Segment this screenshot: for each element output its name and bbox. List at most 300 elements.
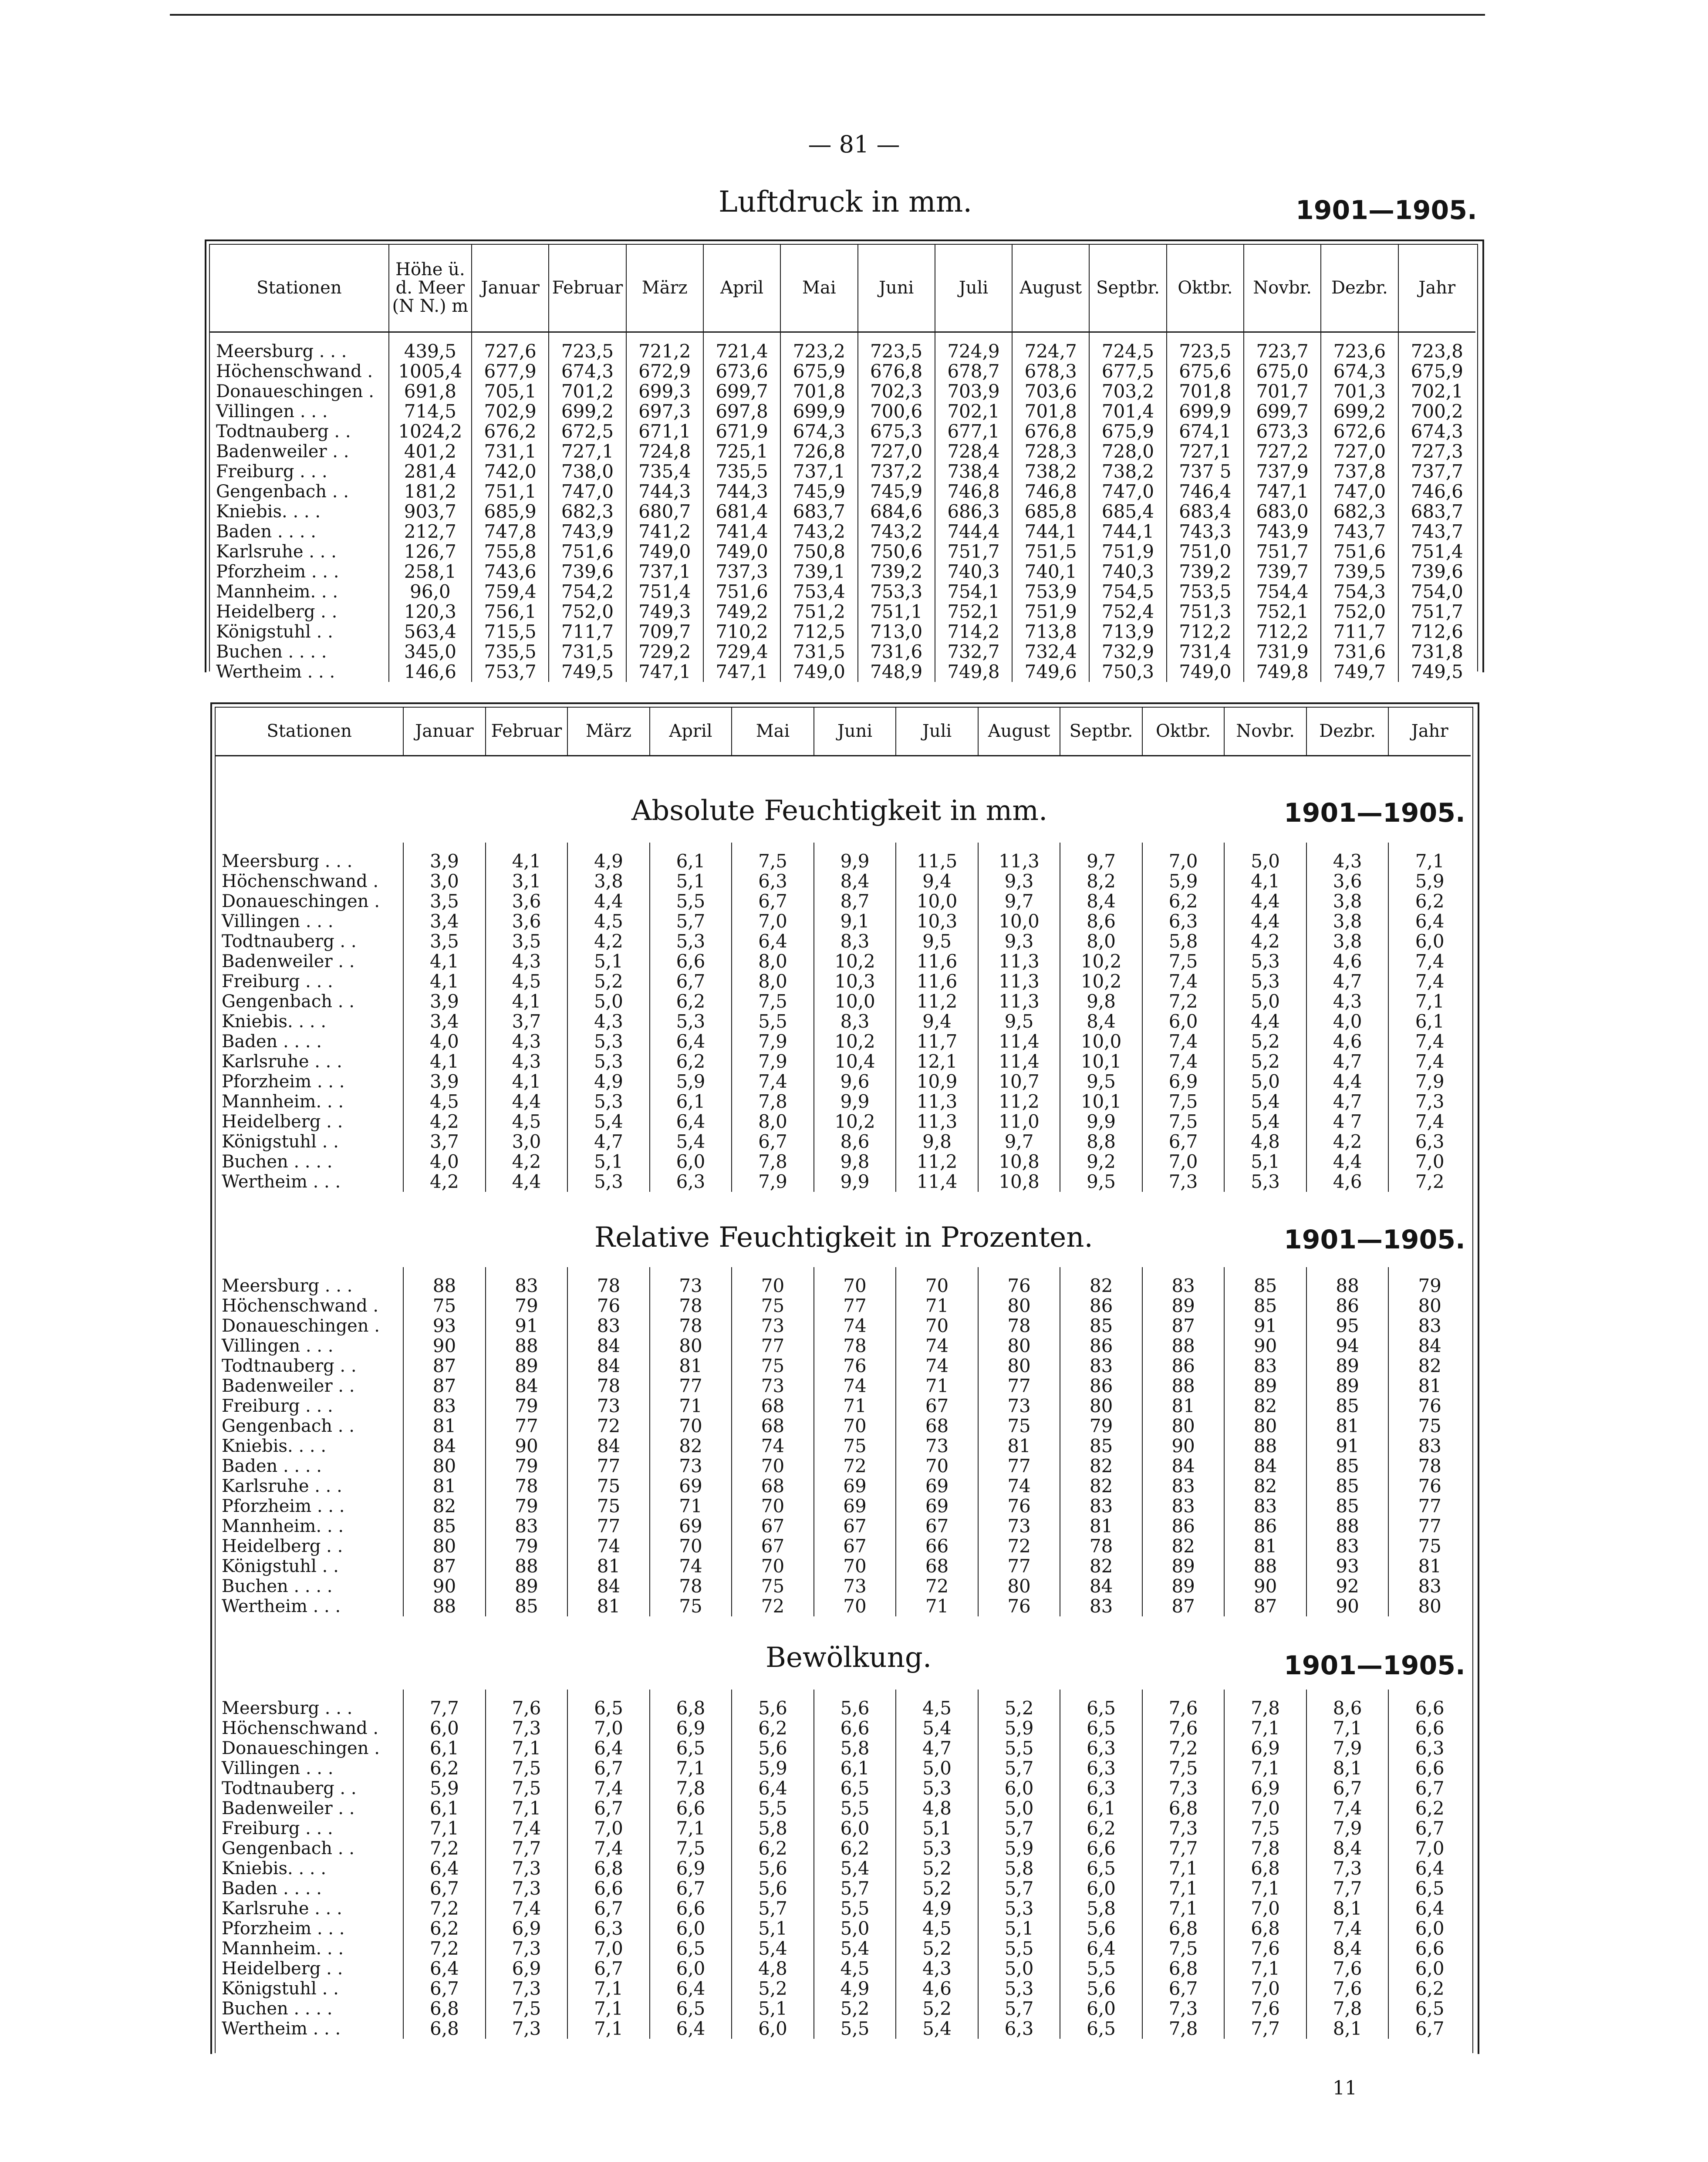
relative-humidity-value: 83	[1306, 1536, 1389, 1556]
absolute-humidity-value: 4,5	[567, 911, 650, 931]
absolute-humidity-value: 3,8	[1306, 931, 1389, 951]
absolute-humidity-value: 9,1	[814, 911, 896, 931]
relative-humidity-value: 89	[1306, 1356, 1389, 1376]
station-name: Pforzheim . . .	[216, 561, 339, 582]
pressure-value: 743,3	[1167, 522, 1244, 542]
relative-humidity-value: 82	[1060, 1267, 1142, 1296]
absolute-humidity-value: 3,1	[486, 871, 568, 891]
pressure-value: 724,5	[1089, 332, 1166, 361]
pressure-value: 675,9	[1089, 422, 1166, 442]
absolute-humidity-value: 9,9	[814, 843, 896, 871]
table-row	[216, 871, 1471, 891]
relative-humidity-value: 85	[1306, 1396, 1389, 1416]
pressure-value: 697,3	[626, 401, 703, 422]
table-row	[216, 1012, 1471, 1032]
cloud-cover-value: 6,0	[1388, 1919, 1471, 1939]
table-row	[216, 1132, 1471, 1152]
hoehe-value: 126,7	[389, 542, 472, 562]
relative-humidity-value: 77	[1388, 1516, 1471, 1536]
pressure-value: 713,8	[1012, 622, 1089, 642]
absolute-humidity-value: 7,0	[1142, 843, 1225, 871]
cloud-cover-value: 6,3	[978, 2019, 1060, 2039]
station-name: Gengenbach . .	[216, 481, 349, 502]
cloud-cover-value: 5,5	[732, 1798, 814, 1818]
relative-humidity-value: 78	[486, 1476, 568, 1496]
relative-humidity-value: 88	[403, 1596, 486, 1616]
relative-humidity-value: 90	[486, 1436, 568, 1456]
relative-humidity-value: 68	[732, 1476, 814, 1496]
relative-humidity-value: 81	[1306, 1416, 1389, 1436]
relative-humidity-value: 78	[1060, 1536, 1142, 1556]
cloud-cover-value: 6,2	[1388, 1979, 1471, 1999]
station-name: Höchenschwand .	[222, 871, 379, 891]
cloud-cover-value: 6,8	[1224, 1919, 1306, 1939]
cloud-cover-value: 7,3	[1142, 1999, 1225, 2019]
absolute-humidity-value: 4,4	[1306, 1152, 1389, 1172]
station-name: Karlsruhe . . .	[222, 1052, 342, 1072]
cloud-cover-value: 8,4	[1306, 1838, 1389, 1858]
cloud-cover-value: 7,1	[650, 1758, 732, 1778]
pressure-value: 721,2	[626, 332, 703, 361]
cloud-cover-value: 4,9	[896, 1899, 978, 1919]
absolute-humidity-value: 4,1	[1224, 871, 1306, 891]
absolute-humidity-value: 10,2	[1060, 971, 1142, 992]
relative-humidity-value: 85	[1224, 1267, 1306, 1296]
relative-humidity-value: 69	[650, 1516, 732, 1536]
pressure-value: 699,2	[549, 401, 626, 422]
absolute-humidity-value: 11,6	[896, 951, 978, 971]
absolute-humidity-value: 4,3	[1306, 992, 1389, 1012]
relative-humidity-value: 81	[403, 1416, 486, 1436]
pressure-value: 673,3	[1244, 422, 1321, 442]
table-row	[216, 1556, 1471, 1576]
pressure-value: 686,3	[935, 502, 1012, 522]
pressure-value: 751,6	[703, 582, 780, 602]
pressure-value: 751,9	[1012, 602, 1089, 622]
pressure-value: 701,7	[1244, 381, 1321, 401]
pressure-value: 752,1	[1244, 602, 1321, 622]
absolute-humidity-value: 11,3	[896, 1112, 978, 1132]
pressure-value: 739,2	[1167, 562, 1244, 582]
absolute-humidity-value: 6,3	[1142, 911, 1225, 931]
absolute-humidity-value: 3,6	[1306, 871, 1389, 891]
absolute-humidity-value: 7,8	[732, 1152, 814, 1172]
station-name: Badenweiler . .	[222, 1798, 355, 1818]
cloud-cover-value: 6,4	[1388, 1899, 1471, 1919]
pressure-value: 702,3	[858, 381, 935, 401]
absolute-humidity-value: 7,0	[1388, 1152, 1471, 1172]
pressure-value: 728,0	[1089, 442, 1166, 462]
station-name: Königstuhl . .	[222, 1556, 339, 1576]
relative-humidity-value: 80	[1388, 1596, 1471, 1616]
cloud-cover-value: 5,7	[814, 1879, 896, 1899]
relative-humidity-value: 74	[814, 1316, 896, 1336]
cloud-cover-value: 8,4	[1306, 1939, 1389, 1959]
absolute-humidity-value: 9,9	[1060, 1112, 1142, 1132]
cloud-cover-value: 6,7	[1388, 1778, 1471, 1798]
relative-humidity-value: 73	[896, 1436, 978, 1456]
cloud-cover-value: 5,2	[896, 1858, 978, 1879]
cloud-cover-value: 5,8	[732, 1818, 814, 1838]
cloud-cover-value: 7,7	[1306, 1879, 1389, 1899]
cloud-cover-value: 6,5	[567, 1690, 650, 1718]
cloud-cover-value: 6,6	[1388, 1939, 1471, 1959]
absolute-humidity-value: 10,3	[814, 971, 896, 992]
absolute-humidity-value: 6,4	[650, 1032, 732, 1052]
col-header-month: Oktbr.	[1142, 708, 1225, 756]
relative-humidity-value: 77	[567, 1456, 650, 1476]
relative-humidity-value: 82	[1388, 1356, 1471, 1376]
absolute-humidity-value: 11,3	[978, 992, 1060, 1012]
station-name: Meersburg . . .	[222, 1276, 353, 1296]
cloud-cover-value: 6,0	[1388, 1959, 1471, 1979]
pressure-value: 739,2	[858, 562, 935, 582]
relative-humidity-value: 87	[1142, 1596, 1225, 1616]
cloud-cover-value: 7,8	[1224, 1690, 1306, 1718]
cloud-cover-value: 6,7	[567, 1899, 650, 1919]
cloud-cover-value: 5,9	[978, 1718, 1060, 1738]
cloud-cover-value: 7,5	[650, 1838, 732, 1858]
absolute-humidity-value: 8,0	[1060, 931, 1142, 951]
absolute-humidity-value: 6,7	[732, 891, 814, 911]
cloud-cover-value: 5,6	[732, 1738, 814, 1758]
relative-humidity-value: 69	[896, 1476, 978, 1496]
cloud-cover-value: 5,3	[978, 1979, 1060, 1999]
relative-humidity-value: 72	[567, 1416, 650, 1436]
absolute-humidity-value: 10,1	[1060, 1052, 1142, 1072]
absolute-humidity-value: 6,2	[650, 992, 732, 1012]
cloud-cover-value: 6,9	[650, 1858, 732, 1879]
pressure-value: 701,2	[549, 381, 626, 401]
station-name: Karlsruhe . . .	[222, 1476, 342, 1496]
cloud-cover-value: 7,7	[1224, 2019, 1306, 2039]
pressure-value: 749,5	[1398, 662, 1475, 682]
cloud-cover-value: 7,6	[1142, 1690, 1225, 1718]
pressure-value: 751,1	[858, 602, 935, 622]
table-row	[216, 1738, 1471, 1758]
absolute-humidity-value: 4,3	[486, 951, 568, 971]
cloud-cover-value: 5,8	[1060, 1899, 1142, 1919]
relative-humidity-value: 70	[814, 1596, 896, 1616]
absolute-humidity-value: 8,3	[814, 1012, 896, 1032]
absolute-humidity-value: 8,0	[732, 951, 814, 971]
absolute-humidity-value: 8,2	[1060, 871, 1142, 891]
cloud-cover-value: 7,1	[1224, 1959, 1306, 1979]
pressure-value: 754,0	[1398, 582, 1475, 602]
cloud-cover-value: 6,0	[732, 2019, 814, 2039]
absolute-humidity-value: 3,4	[403, 911, 486, 931]
relative-humidity-value: 90	[1142, 1436, 1225, 1456]
absolute-humidity-value: 3,8	[1306, 891, 1389, 911]
relative-humidity-value: 68	[896, 1556, 978, 1576]
hoehe-value: 1024,2	[389, 422, 472, 442]
pressure-value: 754,5	[1089, 582, 1166, 602]
absolute-humidity-value: 10,1	[1060, 1092, 1142, 1112]
pressure-value: 677,1	[935, 422, 1012, 442]
pressure-value: 685,9	[472, 502, 549, 522]
cloud-cover-value: 6,3	[567, 1919, 650, 1939]
absolute-humidity-value: 4,3	[486, 1052, 568, 1072]
absolute-humidity-value: 6,0	[1142, 1012, 1225, 1032]
absolute-humidity-value: 5,4	[1224, 1112, 1306, 1132]
cloud-cover-value: 5,6	[732, 1879, 814, 1899]
pressure-value: 731,8	[1398, 642, 1475, 662]
relative-humidity-value: 74	[896, 1356, 978, 1376]
relative-humidity-value: 83	[1388, 1576, 1471, 1596]
relative-humidity-value: 73	[978, 1396, 1060, 1416]
absolute-humidity-value: 8,4	[1060, 891, 1142, 911]
relative-humidity-value: 84	[567, 1336, 650, 1356]
absolute-humidity-value: 3,6	[486, 891, 568, 911]
cloud-cover-value: 6,6	[814, 1718, 896, 1738]
pressure-value: 754,2	[549, 582, 626, 602]
cloud-cover-value: 7,1	[1224, 1718, 1306, 1738]
absolute-humidity-value: 9,7	[1060, 843, 1142, 871]
relative-humidity-value: 88	[1142, 1336, 1225, 1356]
col-header-month: Februar	[549, 245, 626, 332]
relative-humidity-value: 70	[732, 1267, 814, 1296]
pressure-value: 724,8	[626, 442, 703, 462]
cloud-cover-value: 7,0	[1224, 1899, 1306, 1919]
relative-humidity-value: 78	[814, 1336, 896, 1356]
relative-humidity-value: 86	[1060, 1376, 1142, 1396]
pressure-value: 746,4	[1167, 482, 1244, 502]
pressure-value: 739,1	[780, 562, 857, 582]
absolute-humidity-value: 10,7	[978, 1072, 1060, 1092]
table-row	[216, 1798, 1471, 1818]
pressure-value: 744,4	[935, 522, 1012, 542]
absolute-humidity-value: 4,3	[1306, 843, 1389, 871]
relative-humidity-value: 85	[1224, 1296, 1306, 1316]
relative-humidity-value: 79	[486, 1536, 568, 1556]
pressure-value: 702,1	[935, 401, 1012, 422]
relative-humidity-value: 68	[732, 1396, 814, 1416]
cloud-cover-value: 7,7	[403, 1690, 486, 1718]
cloud-cover-value: 6,6	[567, 1879, 650, 1899]
relative-humidity-value: 86	[1060, 1336, 1142, 1356]
relative-humidity-value: 70	[732, 1556, 814, 1576]
cloud-cover-value: 6,7	[650, 1879, 732, 1899]
pressure-value: 674,3	[780, 422, 857, 442]
relative-humidity-value: 85	[1060, 1316, 1142, 1336]
relative-humidity-value: 67	[732, 1536, 814, 1556]
pressure-value: 754,4	[1244, 582, 1321, 602]
absolute-humidity-value: 5,2	[567, 971, 650, 992]
cloud-cover-value: 5,5	[978, 1738, 1060, 1758]
absolute-humidity-value: 5,0	[1224, 843, 1306, 871]
relative-humidity-value: 72	[896, 1576, 978, 1596]
pressure-value: 743,9	[549, 522, 626, 542]
table-row	[216, 1919, 1471, 1939]
pressure-value: 701,4	[1089, 401, 1166, 422]
pressure-value: 746,8	[935, 482, 1012, 502]
table-row	[210, 502, 1475, 522]
cloud-cover-value: 6,1	[814, 1758, 896, 1778]
pressure-value: 749,0	[1167, 662, 1244, 682]
absolute-humidity-value: 4,2	[567, 931, 650, 951]
absolute-humidity-value: 5,0	[567, 992, 650, 1012]
absolute-humidity-value: 4 7	[1306, 1112, 1389, 1132]
cloud-cover-value: 6,6	[650, 1899, 732, 1919]
absolute-humidity-value: 3,9	[403, 992, 486, 1012]
cloud-cover-value: 7,1	[1224, 1879, 1306, 1899]
cloud-cover-value: 6,7	[403, 1879, 486, 1899]
pressure-value: 752,0	[1321, 602, 1398, 622]
absolute-humidity-value: 7,4	[1388, 971, 1471, 992]
cloud-cover-value: 7,1	[650, 1818, 732, 1838]
pressure-value: 744,1	[1089, 522, 1166, 542]
cloud-cover-value: 6,5	[1060, 1718, 1142, 1738]
pressure-value: 702,1	[1398, 381, 1475, 401]
col-header-month: Oktbr.	[1167, 245, 1244, 332]
station-name: Donaueschingen .	[222, 1738, 380, 1758]
absolute-humidity-value: 6,4	[732, 931, 814, 951]
pressure-value: 742,0	[472, 462, 549, 482]
cloud-cover-value: 6,5	[1060, 2019, 1142, 2039]
pressure-value: 743,2	[780, 522, 857, 542]
page-number: — 81 —	[808, 131, 900, 158]
relative-humidity-value: 70	[732, 1456, 814, 1476]
relative-humidity-value: 83	[567, 1316, 650, 1336]
absolute-humidity-value: 5,1	[650, 871, 732, 891]
relative-humidity-value: 75	[567, 1496, 650, 1516]
absolute-humidity-value: 10,0	[896, 891, 978, 911]
absolute-humidity-value: 7,0	[1142, 1152, 1225, 1172]
cloud-cover-value: 5,5	[978, 1939, 1060, 1959]
absolute-humidity-value: 6,4	[650, 1112, 732, 1132]
pressure-value: 723,5	[858, 332, 935, 361]
table-row	[216, 1778, 1471, 1798]
relative-humidity-value: 83	[486, 1516, 568, 1536]
absolute-humidity-value: 5,0	[1224, 992, 1306, 1012]
cloud-cover-value: 7,3	[486, 1979, 568, 1999]
absolute-humidity-value: 7,9	[732, 1052, 814, 1072]
pressure-value: 749,7	[1321, 662, 1398, 682]
pressure-value: 731,6	[1321, 642, 1398, 662]
table-row	[210, 622, 1475, 642]
pressure-value: 723,8	[1398, 332, 1475, 361]
hoehe-value: 1005,4	[389, 361, 472, 381]
absolute-humidity-value: 6,3	[732, 871, 814, 891]
cloud-cover-value: 7,8	[1306, 1999, 1389, 2019]
relative-humidity-value: 80	[403, 1456, 486, 1476]
absolute-humidity-value: 5,9	[1142, 871, 1225, 891]
table-row	[216, 1858, 1471, 1879]
relative-humidity-value: 82	[1060, 1456, 1142, 1476]
cloud-cover-value: 5,3	[978, 1899, 1060, 1919]
station-name: Donaueschingen .	[222, 1316, 380, 1336]
cloud-cover-value: 7,3	[486, 1939, 568, 1959]
relative-humidity-value: 72	[732, 1596, 814, 1616]
cloud-cover-value: 5,4	[896, 2019, 978, 2039]
cloud-cover-value: 5,2	[978, 1690, 1060, 1718]
hoehe-value: 903,7	[389, 502, 472, 522]
hoehe-value: 146,6	[389, 662, 472, 682]
absolute-humidity-value: 10,3	[896, 911, 978, 931]
pressure-value: 741,2	[626, 522, 703, 542]
relative-humidity-value: 84	[1224, 1456, 1306, 1476]
station-name: Buchen . . . .	[222, 1576, 333, 1596]
cloud-cover-value: 5,4	[732, 1939, 814, 1959]
cloud-cover-value: 5,7	[978, 1999, 1060, 2019]
absolute-humidity-value: 4,4	[486, 1172, 568, 1192]
pressure-value: 738,4	[935, 462, 1012, 482]
absolute-humidity-value: 5,5	[732, 1012, 814, 1032]
pressure-value: 731,1	[472, 442, 549, 462]
pressure-value: 685,4	[1089, 502, 1166, 522]
table-row	[216, 1999, 1471, 2019]
pressure-value: 737,2	[858, 462, 935, 482]
pressure-value: 699,9	[1167, 401, 1244, 422]
absolute-feuchtigkeit-table	[216, 843, 1471, 1192]
station-name: Wertheim . . .	[222, 1172, 341, 1192]
cloud-cover-value: 7,4	[486, 1899, 568, 1919]
cloud-cover-value: 5,5	[1060, 1959, 1142, 1979]
relative-humidity-value: 83	[1142, 1267, 1225, 1296]
absolute-humidity-value: 5,0	[1224, 1072, 1306, 1092]
col-header-month: Januar	[472, 245, 549, 332]
station-name: Mannheim. . .	[222, 1516, 344, 1536]
absolute-humidity-value: 9,4	[896, 1012, 978, 1032]
relative-humidity-value: 81	[1224, 1536, 1306, 1556]
cloud-cover-value: 6,4	[650, 1979, 732, 1999]
relative-humidity-value: 84	[567, 1356, 650, 1376]
pressure-value: 699,7	[1244, 401, 1321, 422]
relative-humidity-value: 88	[1306, 1516, 1389, 1536]
cloud-cover-value: 6,7	[567, 1798, 650, 1818]
relative-humidity-value: 86	[1060, 1296, 1142, 1316]
cloud-cover-value: 7,1	[403, 1818, 486, 1838]
absolute-humidity-value: 4,0	[403, 1152, 486, 1172]
hoehe-value: 258,1	[389, 562, 472, 582]
absolute-humidity-value: 5,5	[650, 891, 732, 911]
relative-humidity-value: 75	[814, 1436, 896, 1456]
relative-humidity-value: 70	[650, 1536, 732, 1556]
cloud-cover-value: 7,2	[403, 1899, 486, 1919]
cloud-cover-value: 5,8	[814, 1738, 896, 1758]
table-row	[216, 1456, 1471, 1476]
pressure-value: 721,4	[703, 332, 780, 361]
station-name: Buchen . . . .	[222, 1152, 333, 1172]
relative-humidity-value: 80	[1142, 1416, 1225, 1436]
relative-humidity-value: 78	[567, 1376, 650, 1396]
absolute-humidity-value: 4,5	[403, 1092, 486, 1112]
relative-humidity-value: 79	[486, 1496, 568, 1516]
absolute-humidity-value: 7,0	[732, 911, 814, 931]
cloud-cover-value: 5,0	[814, 1919, 896, 1939]
pressure-value: 732,4	[1012, 642, 1089, 662]
station-name: Gengenbach . .	[222, 992, 354, 1012]
absolute-humidity-value: 7,9	[732, 1172, 814, 1192]
table-row	[216, 1899, 1471, 1919]
station-name: Heidelberg . .	[222, 1959, 343, 1979]
pressure-value: 749,0	[780, 662, 857, 682]
col-header-month: Jahr	[1388, 708, 1471, 756]
pressure-value: 682,3	[1321, 502, 1398, 522]
relative-humidity-value: 82	[1060, 1556, 1142, 1576]
absolute-humidity-value: 7,4	[1388, 1052, 1471, 1072]
pressure-value: 713,0	[858, 622, 935, 642]
cloud-cover-value: 6,4	[732, 1778, 814, 1798]
table-row	[216, 1939, 1471, 1959]
cloud-cover-value: 5,5	[814, 1798, 896, 1818]
absolute-humidity-value: 4,3	[567, 1012, 650, 1032]
pressure-value: 747,0	[1089, 482, 1166, 502]
cloud-cover-value: 6,5	[1388, 1999, 1471, 2019]
pressure-value: 685,8	[1012, 502, 1089, 522]
table-row	[216, 1296, 1471, 1316]
cloud-cover-value: 6,1	[1060, 1798, 1142, 1818]
